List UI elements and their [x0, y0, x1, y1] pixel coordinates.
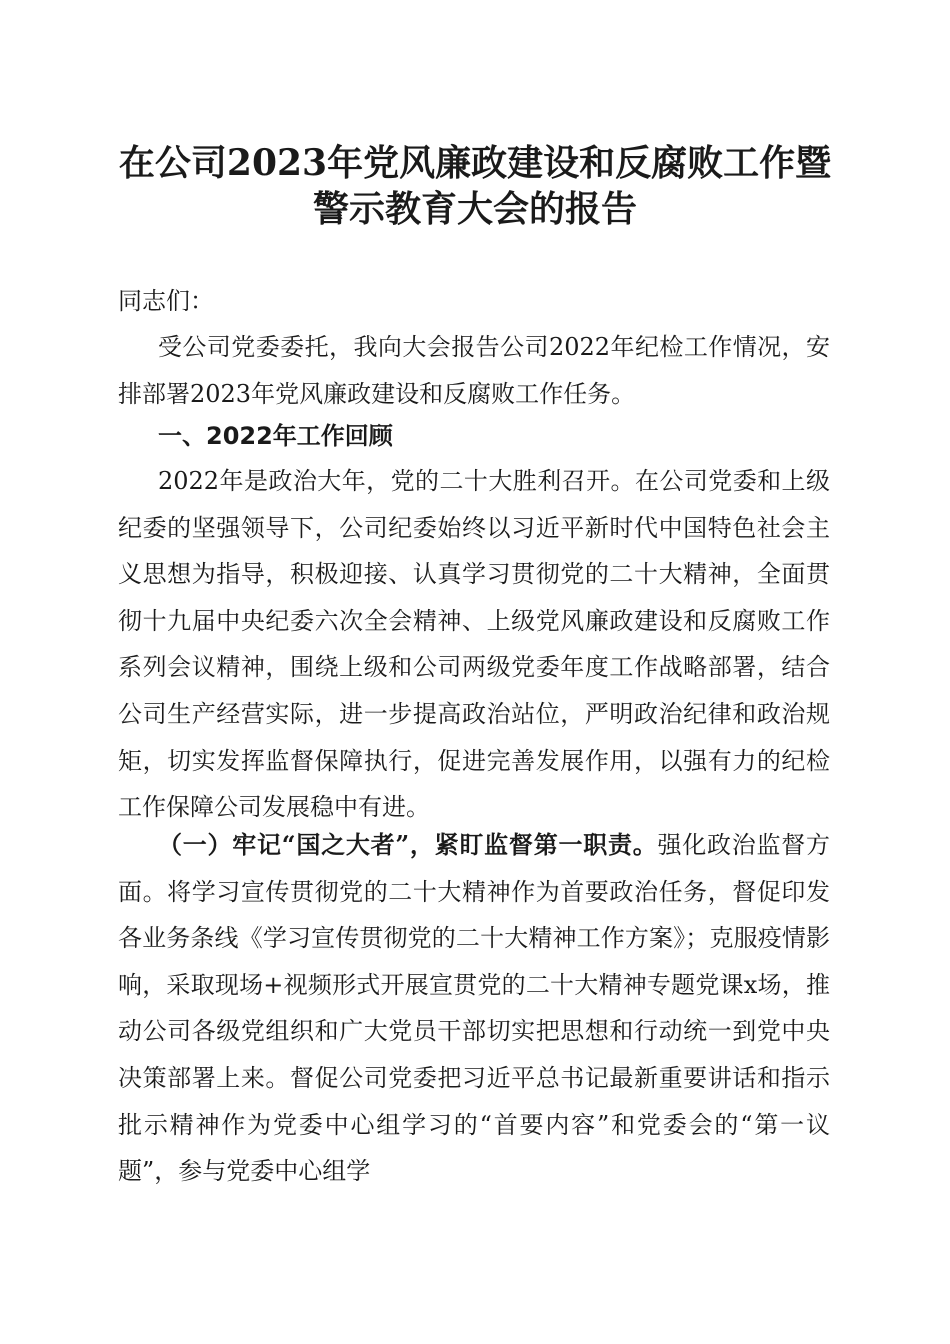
salutation: 同志们： — [118, 287, 214, 315]
supervision-paragraph — [118, 822, 830, 1195]
intro-paragraph: 受公司党委委托，我向大会报告公司2022年纪检工作情况，安排部署2023年党风廉政建设和反腐败工作任务。 — [118, 333, 830, 408]
supervision-paragraph-text: 强化政治监督方面。将学习宣传贯彻党的二十大精神作为首要政治任务，督促印发各业务条线《学习宣传贯彻党的二十大精神工作方案》；克服疫情影响，采取现场+视频形式开展宣贯党的二十大精神专题党课x场，推动公司各级党组织和广大党员干部切实把思想和行动统一到党中央决策部署上来。督促公司党委把习近平总书记最新重要讲话和指示批示精神作为党委中心组学习的“首要内容”和党委会的“第一议题”，参与党委中心组学 — [118, 831, 830, 1186]
document-title-line-2: 警示教育大会的报告 — [312, 188, 637, 230]
document-title-line-1: 在公司2023年党风廉政建设和反腐败工作暨 — [118, 142, 832, 184]
subsection-lead: （一）牢记“国之大者”，紧盯监督第一职责。 — [158, 830, 658, 859]
section-heading-review: 一、2022年工作回顾 — [158, 422, 393, 450]
review-paragraph: 2022年是政治大年，党的二十大胜利召开。在公司党委和上级纪委的坚强领导下，公司纪委始终以习近平新时代中国特色社会主义思想为指导，积极迎接、认真学习贯彻党的二十大精神，全面贯彻十九届中央纪委六次全会精神、上级党风廉政建设和反腐败工作系列会议精神，围绕上级和公司两级党委年度工作战略部署，结合公司生产经营实际，进一步提高政治站位，严明政治纪律和政治规矩，切实发挥监督保障执行，促进完善发展作用，以强有力的纪检工作保障公司发展稳中有进。 — [118, 467, 830, 822]
